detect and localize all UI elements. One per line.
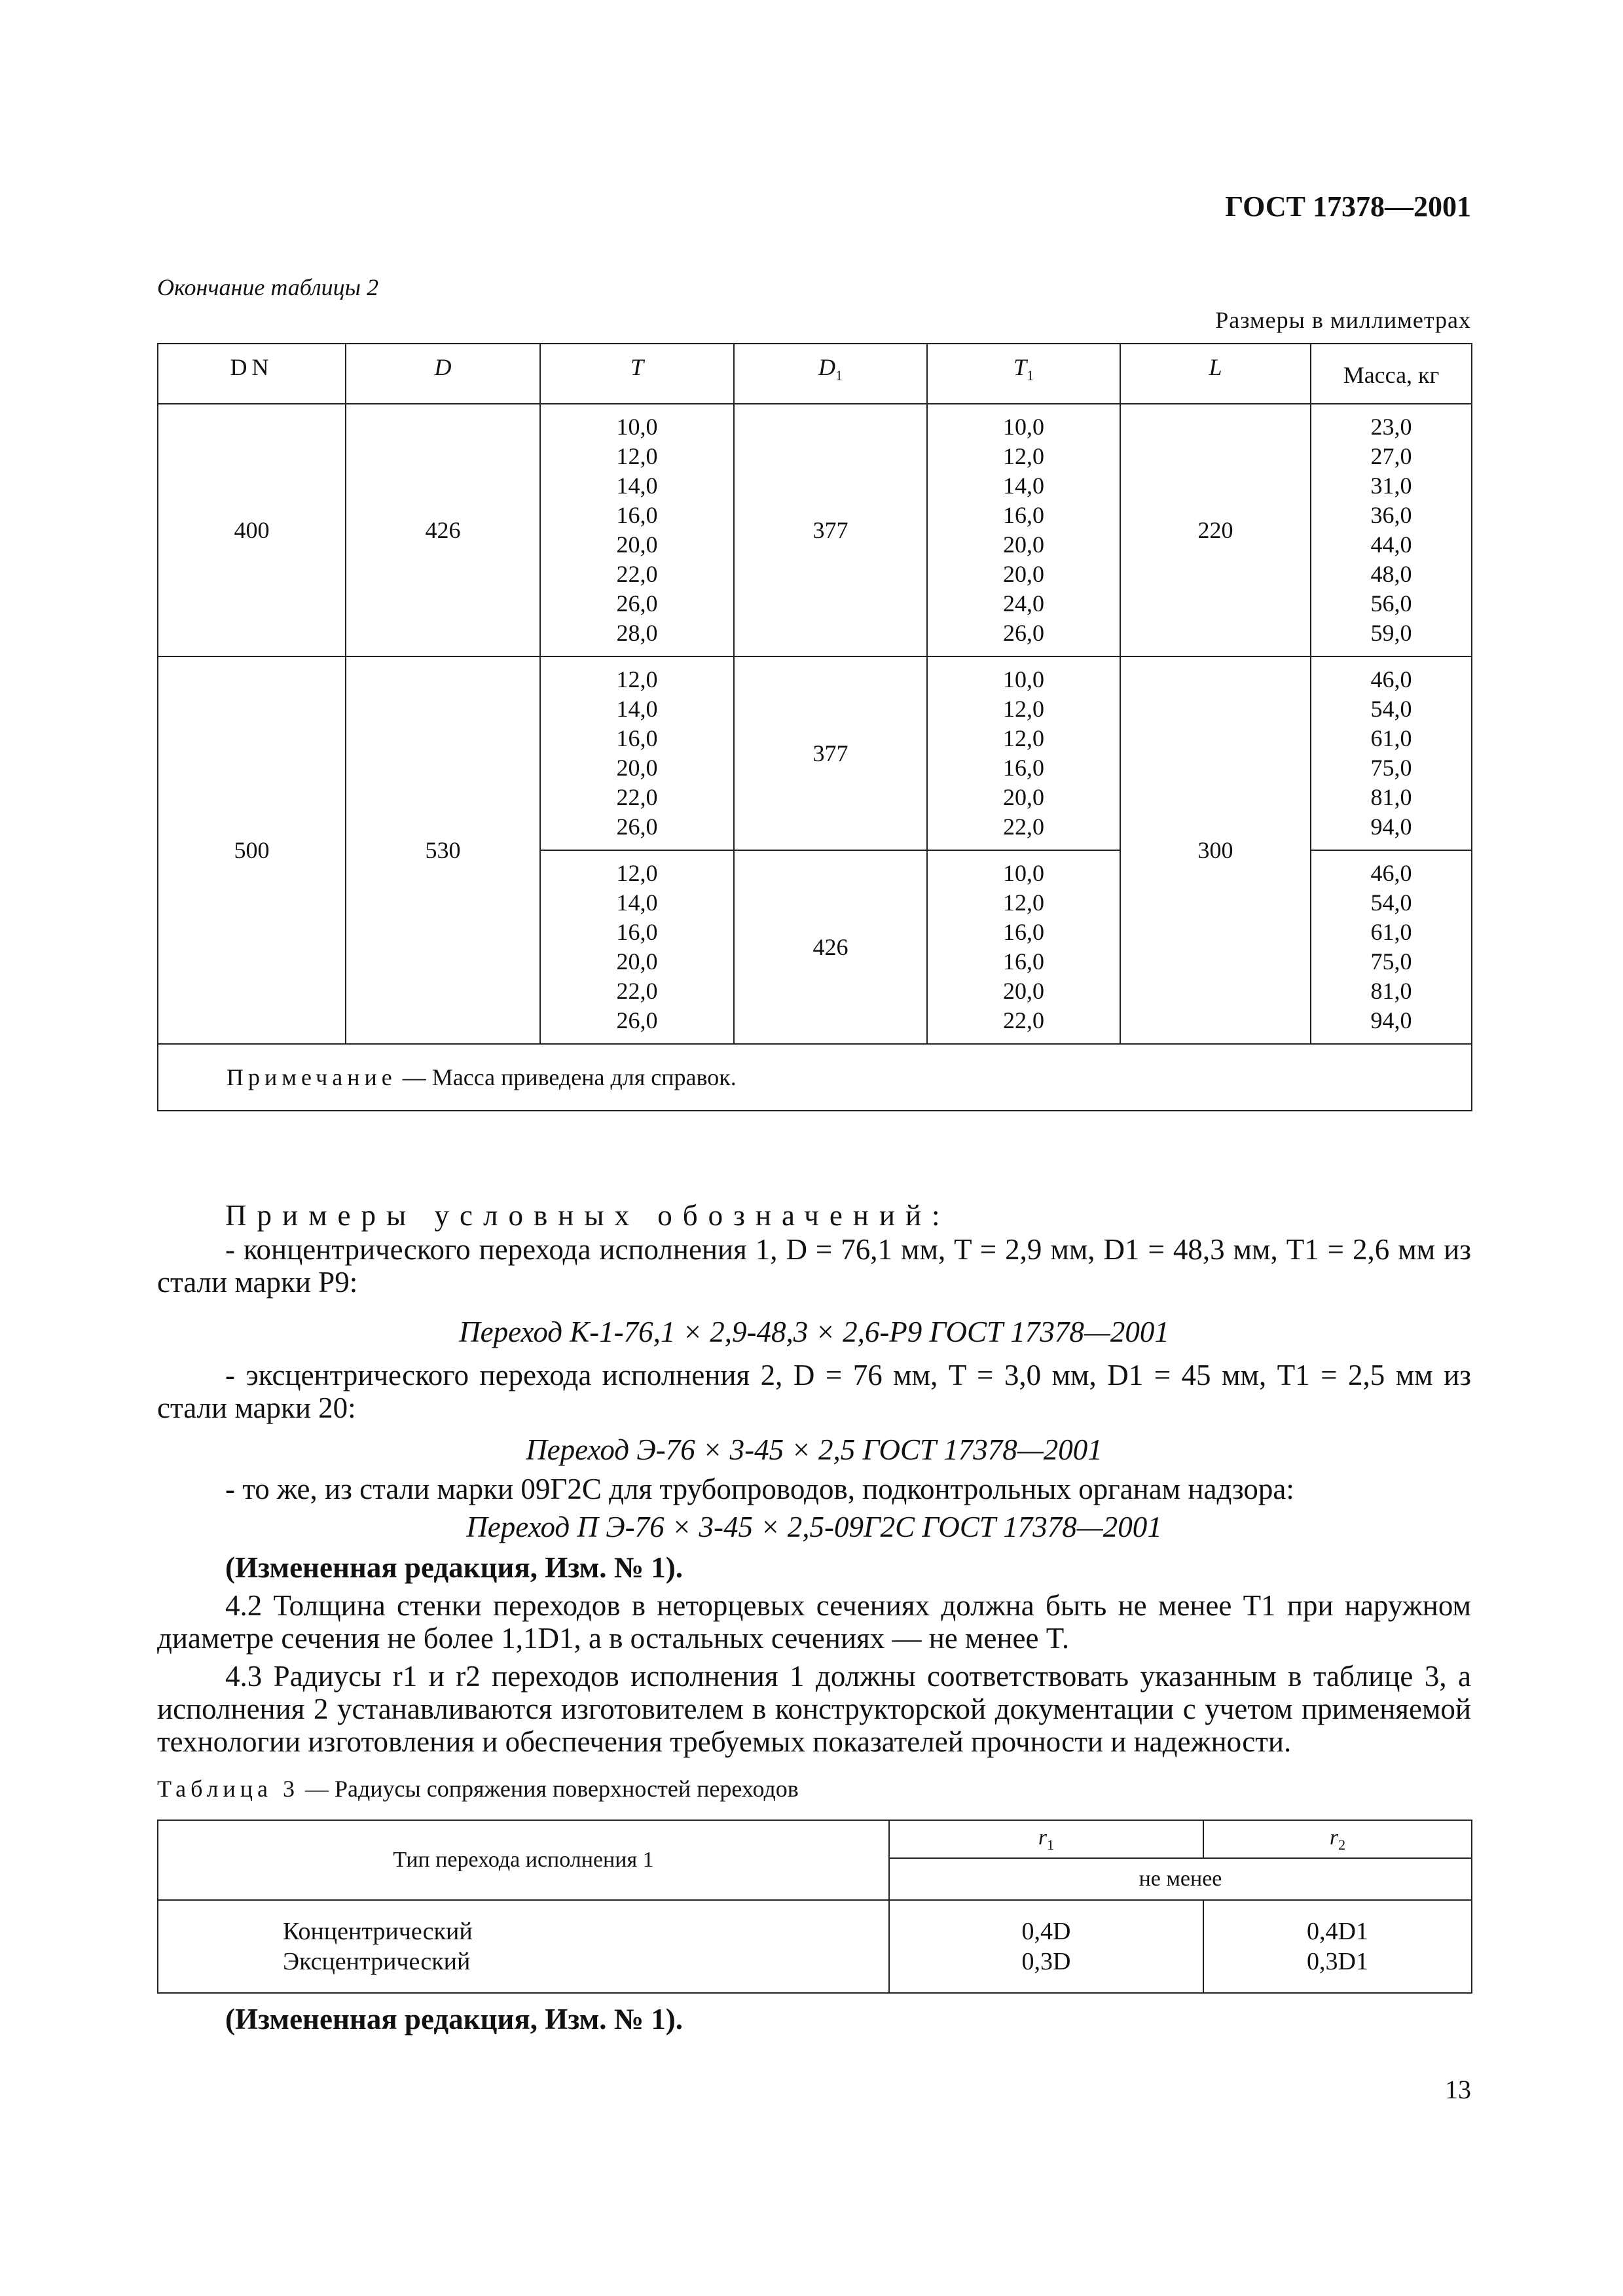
dn-cell: 500 bbox=[158, 656, 346, 1044]
t1-list: 10,0 12,0 12,0 16,0 20,0 22,0 bbox=[927, 656, 1120, 850]
col-r2: $r_2$ bbox=[1203, 1820, 1472, 1858]
clause-4-3: 4.3 Радиусы r1 и r2 переходов исполнения 1 должны соответствовать указанным в таблице 3, а исполнения 2 устанавливаются изготовителем в конструкторской документации с учетом применяемой технологии изготовления и обеспечения требуемых показателей прочности и надежности. bbox=[157, 1660, 1471, 1758]
col-t: T bbox=[540, 344, 734, 404]
clause-4-2: 4.2 Толщина стенки переходов в неторцевых сечениях должна быть не менее T1 при наружном диаметре сечения не более 1,1D1, а в остальных сечениях — не менее T. bbox=[157, 1589, 1471, 1655]
example-2-line: - эксцентрического перехода исполнения 2, D = 76 мм, T = 3,0 мм, D1 = 45 мм, T1 = 2,5 мм из стали марки 20: bbox=[157, 1359, 1471, 1424]
r2-values: 0,4D1 0,3D1 bbox=[1203, 1900, 1472, 1993]
example-1-line: - концентрического перехода исполнения 1, D = 76,1 мм, T = 2,9 мм, D1 = 48,3 мм, T1 = 2,6 мм из стали марки Р9: bbox=[157, 1233, 1471, 1299]
col-type: Тип перехода исполнения 1 bbox=[158, 1820, 889, 1900]
example-1-designation: Переход К-1-76,1 × 2,9-48,3 × 2,6-Р9 ГОСТ 17378—2001 bbox=[459, 1316, 1169, 1348]
table-2 bbox=[157, 343, 1472, 1111]
d1-cell: 377 bbox=[734, 656, 927, 850]
col-r1: $r_1$ bbox=[889, 1820, 1203, 1858]
example-3-designation: Переход П Э-76 × 3-45 × 2,5-09Г2С ГОСТ 17378—2001 bbox=[466, 1511, 1162, 1543]
table-units: Размеры в миллиметрах bbox=[1215, 307, 1471, 333]
mass-list: 23,0 27,0 31,0 36,0 44,0 48,0 56,0 59,0 bbox=[1311, 404, 1472, 656]
examples-heading: Примеры условных обозначений: bbox=[225, 1199, 951, 1232]
standard-number: ГОСТ 17378—2001 bbox=[1225, 190, 1471, 223]
table-3 bbox=[157, 1820, 1472, 1994]
col-l: L bbox=[1120, 344, 1311, 404]
note-text: — Масса приведена для справок. bbox=[396, 1064, 737, 1090]
amended-note: (Измененная редакция, Изм. № 1). bbox=[225, 1551, 684, 1584]
d1-cell: 377 bbox=[734, 404, 927, 656]
t-list: 10,0 12,0 14,0 16,0 20,0 22,0 26,0 28,0 bbox=[540, 404, 734, 656]
r1-values: 0,4D 0,3D bbox=[889, 1900, 1203, 1993]
d-cell: 426 bbox=[346, 404, 540, 656]
col-t1: $T_1$ bbox=[927, 344, 1120, 404]
t1-list: 10,0 12,0 16,0 16,0 20,0 22,0 bbox=[927, 850, 1120, 1044]
table-continuation-label: Окончание таблицы 2 bbox=[157, 274, 379, 300]
example-2-designation: Переход Э-76 × 3-45 × 2,5 ГОСТ 17378—2001 bbox=[526, 1433, 1103, 1466]
t1-list: 10,0 12,0 14,0 16,0 20,0 20,0 24,0 26,0 bbox=[927, 404, 1120, 656]
table-note bbox=[158, 1044, 1472, 1111]
dn-cell: 400 bbox=[158, 404, 346, 656]
t-list: 12,0 14,0 16,0 20,0 22,0 26,0 bbox=[540, 656, 734, 850]
l-cell: 220 bbox=[1120, 404, 1311, 656]
mass-list: 46,0 54,0 61,0 75,0 81,0 94,0 bbox=[1311, 850, 1472, 1044]
col-dn: DN bbox=[158, 344, 346, 404]
example-3-line: - то же, из стали марки 09Г2С для трубопроводов, подконтрольных органам надзора: bbox=[225, 1473, 1294, 1505]
d-cell: 530 bbox=[346, 656, 540, 1044]
t-list: 12,0 14,0 16,0 20,0 22,0 26,0 bbox=[540, 850, 734, 1044]
min-label: не менее bbox=[889, 1858, 1472, 1900]
page-number: 13 bbox=[1445, 2075, 1471, 2104]
l-cell: 300 bbox=[1120, 656, 1311, 1044]
col-d1: $D_1$ bbox=[734, 344, 927, 404]
d1-cell: 426 bbox=[734, 850, 927, 1044]
amended-note-final: (Измененная редакция, Изм. № 1). bbox=[225, 2003, 684, 2036]
col-mass: Масса, кг bbox=[1311, 344, 1472, 404]
type-list: Концентрический Эксцентрический bbox=[158, 1900, 889, 1993]
note-label: Примечание bbox=[227, 1064, 397, 1090]
table-3-title: Таблица 3 — Радиусы сопряжения поверхностей переходов bbox=[157, 1776, 799, 1802]
mass-list: 46,0 54,0 61,0 75,0 81,0 94,0 bbox=[1311, 656, 1472, 850]
col-d: D bbox=[346, 344, 540, 404]
